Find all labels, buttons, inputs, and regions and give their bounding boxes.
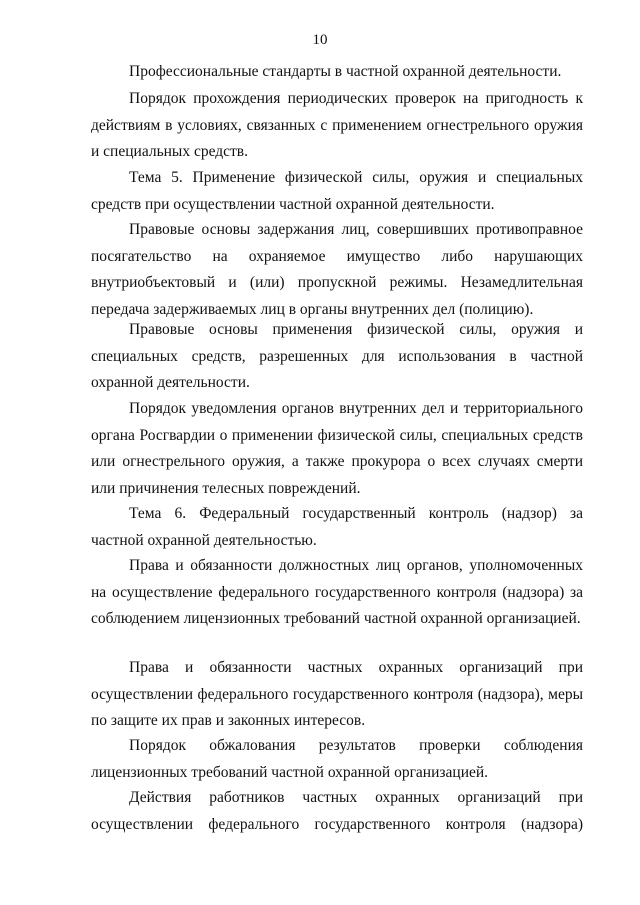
paragraph-professional-standards: Профессиональные стандарты в частной охранной деятельности. — [129, 63, 562, 80]
paragraph-notification-procedure: Порядок уведомления органов внутренних дел и территориального органа Росгвардии о применении физической силы, специальных средств или огнестрельного оружия, а также прокурора о всех случаях смерти или причинения телесных повреждений. — [91, 400, 583, 497]
paragraph-use-of-force-legal-basis: Правовые основы применения физической силы, оружия и специальных средств, разрешенных для использования в частной охранной деятельности. — [91, 321, 583, 391]
paragraph-periodic-checks: Порядок прохождения периодических проверок на пригодность к действиям в условиях, связанных с применением огнестрельного оружия и специальных средств. — [91, 90, 583, 160]
paragraph-topic-6-heading: Тема 6. Федеральный государственный контроль (надзор) за частной охранной деятельностью. — [91, 505, 583, 549]
paragraph-employee-actions: Действия работников частных охранных организаций при осуществлении федерального государственного контроля (надзора) — [91, 789, 583, 833]
paragraph-organizations-rights: Права и обязанности частных охранных организаций при осуществлении федерального государственного контроля (надзора), меры по защите их прав и законных интересов. — [91, 659, 583, 729]
paragraph-detention-legal-basis: Правовые основы задержания лиц, совершивших противоправное посягательство на охраняемое имущество либо нарушающих внутриобъектовый и (или) пропускной режимы. Незамедлительная передача задерживаемых лиц в органы внутренних дел (полицию). — [91, 221, 583, 318]
paragraph-topic-5-heading: Тема 5. Применение физической силы, оружия и специальных средств при осуществлении частной охранной деятельности. — [91, 169, 583, 213]
paragraph-appeal-procedure: Порядок обжалования результатов проверки соблюдения лицензионных требований частной охранной организацией. — [91, 737, 583, 781]
paragraph-officials-rights: Права и обязанности должностных лиц органов, уполномоченных на осуществление федерального государственного контроля (надзора) за соблюдением лицензионных требований частной охранной организацией. — [91, 557, 583, 627]
page-number: 10 — [312, 32, 328, 48]
